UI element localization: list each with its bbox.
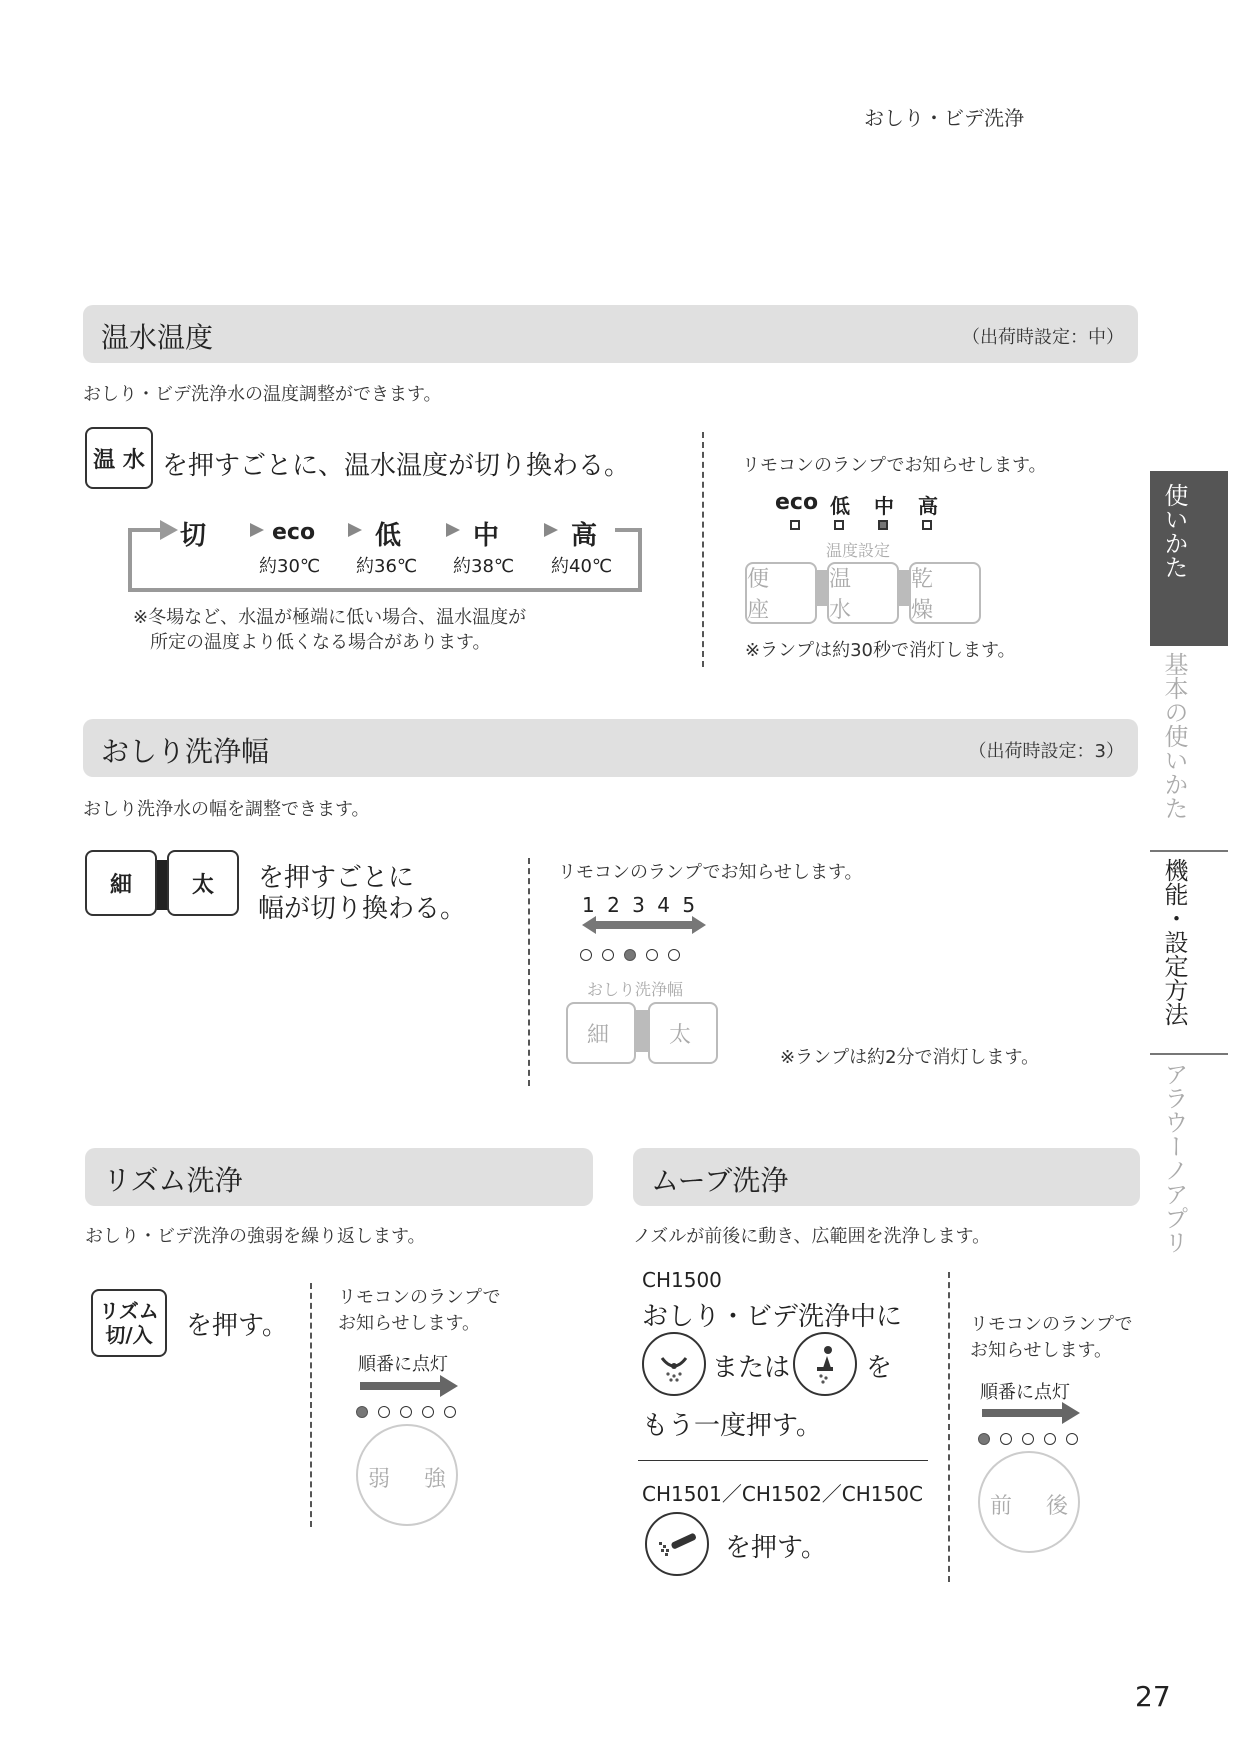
width-lamp-2 <box>602 949 614 961</box>
step-mid-label: 中 <box>473 521 500 551</box>
move-position-dial[interactable] <box>978 1451 1080 1553</box>
step-arrow-1 <box>232 523 264 537</box>
dry-key[interactable]: 乾 燥 <box>909 562 981 624</box>
bidet-icon <box>644 1334 704 1394</box>
temp-divider <box>702 432 704 667</box>
lamp-label-high: 高 <box>918 494 938 518</box>
temp-note-line1: ※冬場など、水温が極端に低い場合、温水温度が <box>133 607 527 628</box>
temp-section-bar <box>83 305 1138 363</box>
rhythm-lamp-1 <box>356 1406 368 1418</box>
narrow-key[interactable]: 細 <box>85 850 157 916</box>
temp-water-key[interactable]: 温 水 <box>85 427 153 489</box>
lamp-low <box>834 520 844 530</box>
rhythm-key-line1: リズム <box>99 1299 159 1323</box>
move-sequence-label: 順番に点灯 <box>980 1382 1070 1403</box>
lamp-mid <box>878 520 888 530</box>
temp-lamp-note: ※ランプは約30秒で消灯します。 <box>745 640 1016 661</box>
move-section-bar <box>633 1148 1140 1206</box>
width-description: おしり洗浄水の幅を調整できます。 <box>83 799 370 820</box>
sidebar-tab-app-label: アラウーノアプリ <box>1160 1062 1188 1254</box>
step-high-label: 高 <box>571 521 598 551</box>
water-key[interactable]: 温 水 <box>827 562 899 624</box>
move-divider <box>948 1272 950 1582</box>
width-divider <box>528 858 530 1086</box>
rhythm-lamp-line2: お知らせします。 <box>338 1313 481 1334</box>
move-model1: CH1500 <box>642 1268 722 1292</box>
rhythm-description: おしり・ビデ洗浄の強弱を繰り返します。 <box>85 1226 426 1247</box>
front-label: 前 <box>990 1494 1013 1519</box>
rhythm-strength-dial[interactable] <box>356 1424 458 1526</box>
step-high-temp: 約40℃ <box>551 556 613 577</box>
width-lamp-5 <box>668 949 680 961</box>
rhythm-key[interactable] <box>91 1289 167 1357</box>
seat-key[interactable]: 便 座 <box>745 562 817 624</box>
width-title: おしり洗浄幅 <box>101 735 270 768</box>
step-mid-temp: 約38℃ <box>453 556 515 577</box>
step-off-label: 切 <box>180 521 207 551</box>
sidebar-tab-app[interactable] <box>1150 1058 1228 1258</box>
temp-title: 温水温度 <box>101 321 214 354</box>
move-press: を押す。 <box>725 1533 827 1563</box>
move-model-divider <box>638 1460 928 1461</box>
step-low-label: 低 <box>375 521 402 551</box>
move-or: または <box>712 1353 791 1383</box>
rear-wash-icon <box>795 1334 855 1394</box>
rhythm-instruction: を押す。 <box>186 1311 288 1341</box>
move-nozzle-icon <box>647 1514 707 1574</box>
width-lamp-3 <box>624 949 636 961</box>
rhythm-lamp-2 <box>378 1406 390 1418</box>
move-line1: おしり・ビデ洗浄中に <box>642 1302 903 1332</box>
rear-wash-button[interactable] <box>793 1332 857 1396</box>
step-eco-label: eco <box>272 520 316 545</box>
sidebar-tab-functions-label: 機能・設定方法 <box>1160 858 1188 1026</box>
rhythm-lamp-line1: リモコンのランプで <box>338 1287 501 1308</box>
temp-description: おしり・ビデ洗浄水の温度調整ができます。 <box>83 384 442 405</box>
width-lamp-note: ※ランプは約2分で消灯します。 <box>780 1047 1040 1068</box>
move-lamp-5 <box>1066 1433 1078 1445</box>
rhythm-sequence-label: 順番に点灯 <box>358 1354 448 1375</box>
temp-instruction: を押すごとに、温水温度が切り換わる。 <box>162 451 631 481</box>
width-panel-label: おしり洗浄幅 <box>587 980 684 999</box>
rhythm-lamp-4 <box>422 1406 434 1418</box>
section-header: おしり・ビデ洗浄 <box>864 106 1024 130</box>
width-numbers: 1 2 3 4 5 <box>582 893 699 917</box>
strong-label: 強 <box>423 1467 446 1492</box>
width-instruction-line1: を押すごとに <box>258 863 415 893</box>
lamp-label-eco: eco <box>775 490 819 515</box>
sidebar-tab-basic-label: 基本の使いかた <box>1160 652 1188 820</box>
sidebar-tab-usage[interactable] <box>1150 471 1228 646</box>
width-default: （出荷時設定：3） <box>968 741 1124 762</box>
wide-key[interactable]: 太 <box>167 850 239 916</box>
width-lamp-intro: リモコンのランプでお知らせします。 <box>558 862 863 883</box>
bidet-button[interactable] <box>642 1332 706 1396</box>
width-panel-narrow[interactable]: 細 <box>566 1002 636 1064</box>
width-lamps <box>580 946 740 962</box>
move-lamp-3 <box>1022 1433 1034 1445</box>
move-lamp-1 <box>978 1433 990 1445</box>
move-title: ムーブ洗浄 <box>651 1164 789 1197</box>
move-lamp-line1: リモコンのランプで <box>970 1314 1133 1335</box>
width-lamp-1 <box>580 949 592 961</box>
move-arrow <box>982 1401 1082 1425</box>
rhythm-lamp-3 <box>400 1406 412 1418</box>
lamp-label-low: 低 <box>830 494 850 518</box>
step-arrow-3 <box>428 523 460 537</box>
temp-note-line2: 所定の温度より低くなる場合があります。 <box>150 632 491 653</box>
move-wo: を <box>866 1353 893 1383</box>
move-line3: もう一度押す。 <box>642 1411 822 1441</box>
width-lamp-4 <box>646 949 658 961</box>
temp-default: （出荷時設定：中） <box>962 327 1124 348</box>
lamp-high <box>922 520 932 530</box>
temp-lamp-intro: リモコンのランプでお知らせします。 <box>742 455 1047 476</box>
width-double-arrow <box>580 914 708 936</box>
step-low-temp: 約36℃ <box>356 556 418 577</box>
width-section-bar <box>83 719 1138 777</box>
weak-label: 弱 <box>368 1467 391 1492</box>
move-button[interactable] <box>645 1512 709 1576</box>
step-arrow-4 <box>526 523 558 537</box>
rhythm-key-line2: 切/入 <box>105 1323 153 1347</box>
sidebar-tab-functions[interactable] <box>1150 850 1228 1055</box>
cycle-loop-arrowhead <box>160 520 178 540</box>
rhythm-arrow <box>360 1374 460 1398</box>
lamp-eco <box>790 520 800 530</box>
sidebar-tab-basic[interactable] <box>1150 648 1228 848</box>
move-lamps <box>978 1430 1098 1446</box>
rhythm-section-bar <box>85 1148 593 1206</box>
rhythm-divider <box>310 1283 312 1527</box>
move-description: ノズルが前後に動き、広範囲を洗浄します。 <box>633 1226 991 1247</box>
width-panel-wide[interactable]: 太 <box>648 1002 718 1064</box>
move-lamp-4 <box>1044 1433 1056 1445</box>
back-label: 後 <box>1045 1494 1068 1519</box>
move-lamp-line2: お知らせします。 <box>970 1340 1113 1361</box>
step-arrow-2 <box>330 523 362 537</box>
move-model2: CH1501／CH1502／CH150C <box>642 1482 923 1506</box>
width-instruction-line2: 幅が切り換わる。 <box>258 894 467 924</box>
temp-panel-label: 温度設定 <box>826 541 891 560</box>
rhythm-title: リズム洗浄 <box>103 1164 243 1197</box>
sidebar-tab-usage-label: 使いかた <box>1160 483 1188 579</box>
rhythm-lamp-5 <box>444 1406 456 1418</box>
step-eco-temp: 約30℃ <box>259 556 321 577</box>
page-number: 27 <box>1135 1680 1171 1713</box>
rhythm-lamps <box>356 1403 476 1419</box>
move-lamp-2 <box>1000 1433 1012 1445</box>
lamp-label-mid: 中 <box>874 494 894 518</box>
